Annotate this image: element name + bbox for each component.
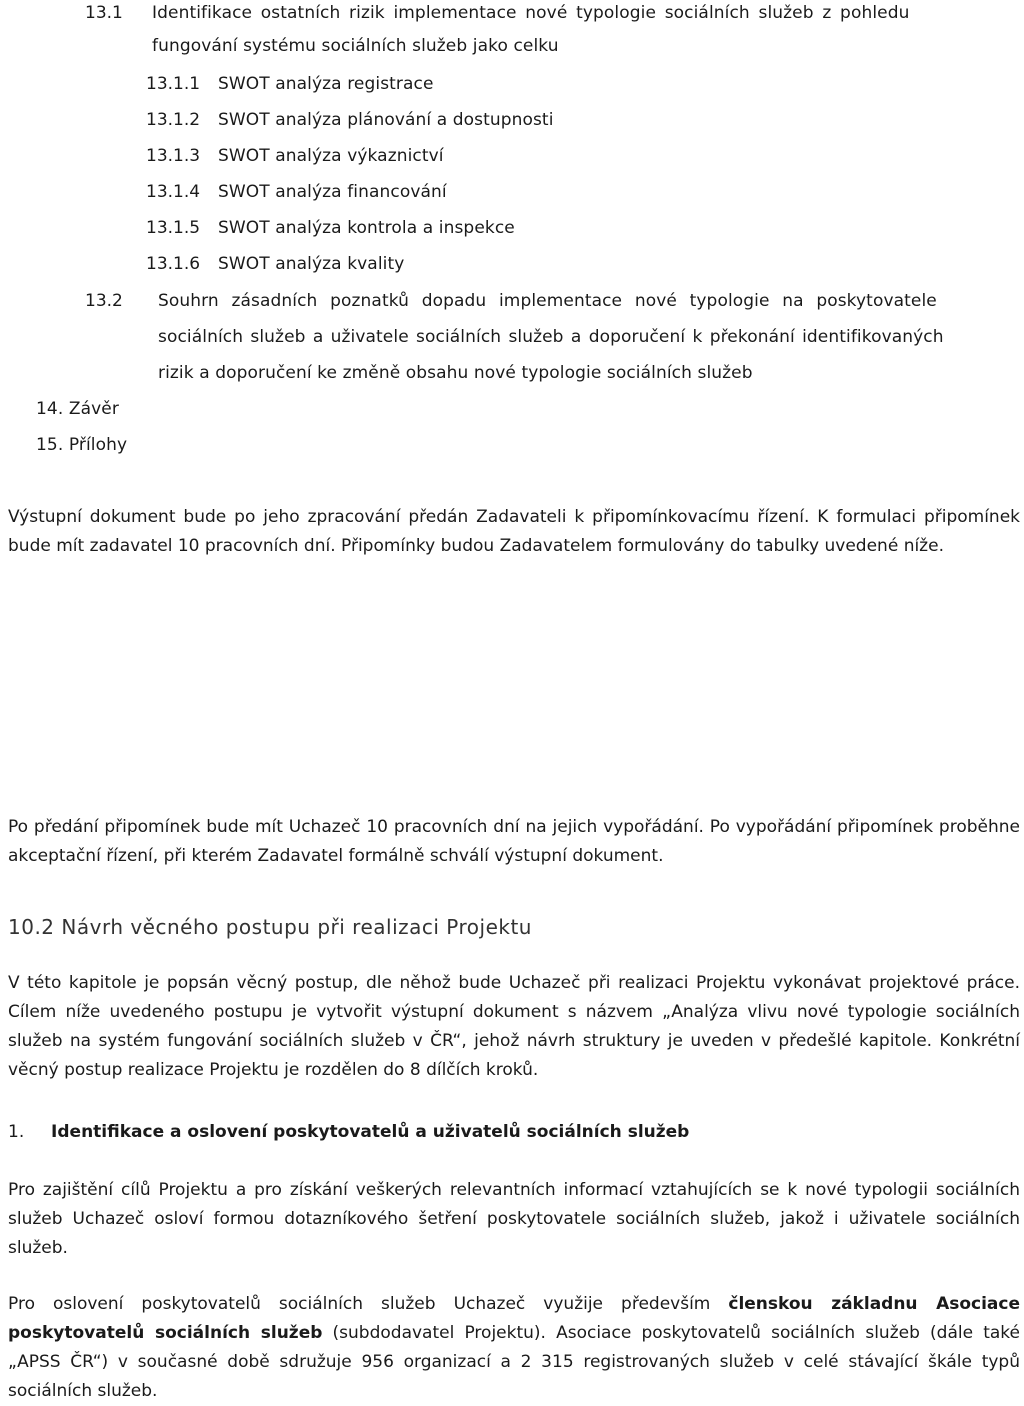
outline-item-text: SWOT analýza kontrola a inspekce — [218, 218, 515, 238]
paragraph-step1: Pro zajištění cílů Projektu a pro získání veškerých relevantních informací vztahujících se k nové typologii sociálních služeb Uchazeč osloví formou dotazníkového šetření poskytovatele sociálních služeb, jakož i uživatele sociálních služeb. — [8, 1180, 1020, 1258]
step-number: 1. — [8, 1122, 25, 1142]
section-heading: 10.2 Návrh věcného postupu při realizaci Projektu — [8, 915, 532, 939]
outline-number: 13.1.3 — [146, 146, 201, 166]
outline-number: 13.1.1 — [146, 74, 201, 94]
paragraph-text: Pro oslovení poskytovatelů sociálních služeb Uchazeč využije především — [8, 1294, 729, 1314]
paragraph-text: (subdodavatel Projektu). Asociace poskytovatelů sociálních služeb (dále také „APSS ČR“) v současné době sdružuje 956 organizací a 2 315 registrovaných služeb v celé stávající škále typů sociálních služeb. — [8, 1323, 1020, 1401]
paragraph-section-intro: V této kapitole je popsán věcný postup, dle něhož bude Uchazeč při realizaci Projektu vykonávat projektové práce. Cílem níže uvedeného postupu je vytvořit výstupní dokument s názvem „Analýza vlivu nové typologie sociálních služeb na systém fungování sociálních služeb v ČR“, jehož návrh struktury je uveden v předešlé kapitole. Konkrétní věcný postup realizace Projektu je rozdělen do 8 dílčích kroků. — [8, 973, 1020, 1080]
paragraph-output-document: Výstupní dokument bude po jeho zpracování předán Zadavateli k připomínkovacímu řízení. K formulaci připomínek bude mít zadavatel 10 pracovních dní. Připomínky budou Zadavatelem formulovány do tabulky uvedené níže. — [8, 507, 1020, 556]
outline-item-text: SWOT analýza plánování a dostupnosti — [218, 110, 554, 130]
outline-item-text: SWOT analýza výkaznictví — [218, 146, 444, 166]
paragraph-after-comments: Po předání připomínek bude mít Uchazeč 10 pracovních dní na jejich vypořádání. Po vypořádání připomínek proběhne akceptační řízení, při kterém Zadavatel formálně schválí výstupní dokument. — [8, 817, 1020, 866]
outline-item-text: Identifikace ostatních rizik implementace nové typologie sociálních služeb z pohledu — [152, 3, 910, 23]
outline-item-attachments: 15. Přílohy — [36, 435, 128, 455]
outline-number: 13.1.2 — [146, 110, 201, 130]
outline-number: 13.2 — [85, 291, 123, 311]
paragraph-apss — [8, 1290, 1020, 1406]
outline-item-text: rizik a doporučení ke změně obsahu nové typologie sociálních služeb — [158, 363, 753, 383]
outline-number: 13.1.4 — [146, 182, 201, 202]
outline-number: 13.1.6 — [146, 254, 201, 274]
step-heading — [8, 1121, 689, 1143]
outline-number: 13.1 — [85, 3, 123, 23]
outline-item-text: SWOT analýza registrace — [218, 74, 434, 94]
outline-item-text: fungování systému sociálních služeb jako celku — [152, 36, 559, 56]
outline-item-text: SWOT analýza financování — [218, 182, 447, 202]
paragraph-bold-text: členskou základnu Asociace poskytovatelů sociálních služeb — [8, 1294, 1021, 1343]
outline-item-text: sociálních služeb a uživatele sociálních služeb a doporučení k překonání identifikovaných — [158, 327, 944, 347]
outline-item-text: Souhrn zásadních poznatků dopadu implementace nové typologie na poskytovatele — [158, 291, 937, 311]
outline-item-conclusion: 14. Závěr — [36, 399, 119, 419]
step-title: Identifikace a oslovení poskytovatelů a uživatelů sociálních služeb — [51, 1122, 690, 1142]
outline-item-text: SWOT analýza kvality — [218, 254, 405, 274]
outline-number: 13.1.5 — [146, 218, 201, 238]
